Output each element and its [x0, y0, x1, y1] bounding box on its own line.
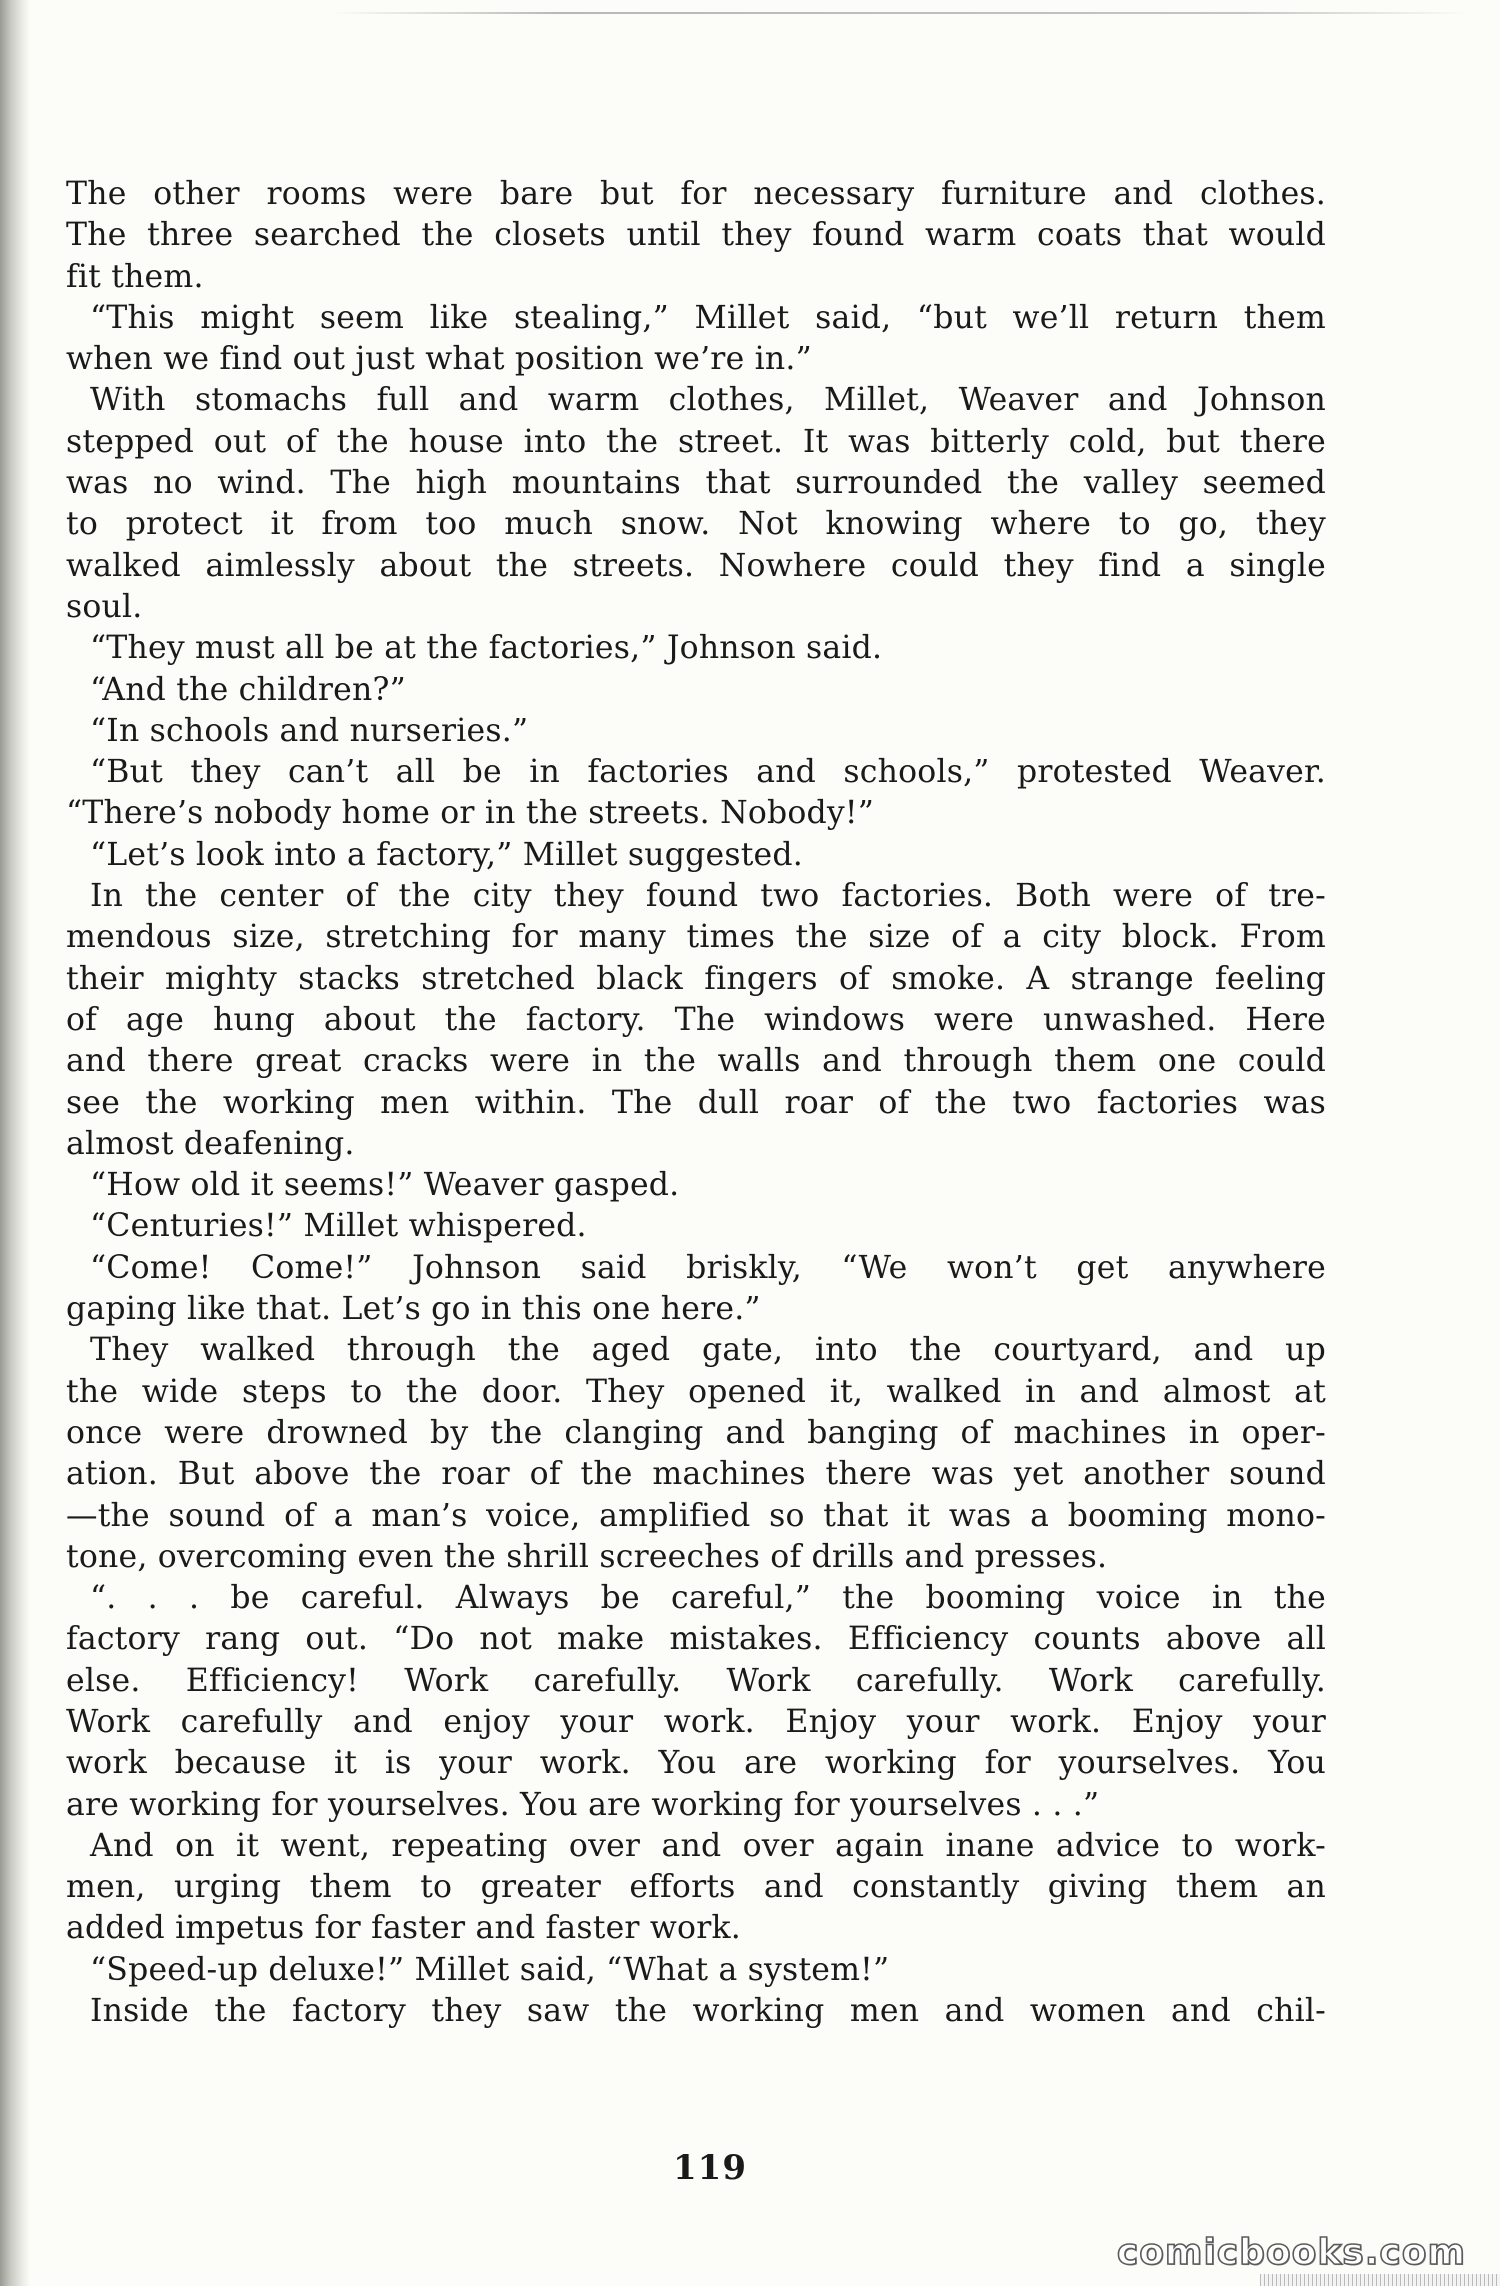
- text-line: added impetus for faster and faster work.: [66, 1910, 741, 1947]
- text-line: “Speed-up deluxe!” Millet said, “What a system!”: [90, 1951, 890, 1988]
- text-line: “Let’s look into a factory,” Millet suggested.: [90, 836, 803, 873]
- text-line: And on it went, repeating over and over again inane advice to work-: [90, 1827, 1326, 1864]
- text-line: “And the children?”: [90, 671, 406, 708]
- text-line: In the center of the city they found two factories. Both were of tre-: [90, 878, 1326, 915]
- text-line: else. Efficiency! Work carefully. Work carefully. Work carefully.: [66, 1662, 1326, 1699]
- text-line: ation. But above the roar of the machines there was yet another sound: [66, 1456, 1326, 1493]
- body-text: [66, 174, 1326, 2032]
- text-line: mendous size, stretching for many times the size of a city block. From: [66, 919, 1326, 956]
- page-number: 119: [673, 2148, 747, 2188]
- text-line: almost deafening.: [66, 1125, 355, 1162]
- text-line: With stomachs full and warm clothes, Millet, Weaver and Johnson: [90, 382, 1326, 419]
- watermark-logo: comicbooks.com: [1116, 2232, 1466, 2273]
- text-line: walked aimlessly about the streets. Nowhere could they find a single: [66, 547, 1326, 584]
- text-line: “There’s nobody home or in the streets. Nobody!”: [66, 795, 875, 832]
- text-line: fit them.: [66, 258, 204, 295]
- text-line: when we find out just what position we’re in.”: [66, 341, 812, 378]
- text-line: “They must all be at the factories,” Johnson said.: [90, 630, 883, 667]
- text-line: The three searched the closets until they found warm coats that would: [66, 217, 1326, 254]
- text-line: —the sound of a man’s voice, amplified so that it was a booming mono-: [66, 1497, 1326, 1534]
- text-line: are working for yourselves. You are working for yourselves . . .”: [66, 1786, 1100, 1823]
- text-line: “Centuries!” Millet whispered.: [90, 1208, 587, 1245]
- text-line: Inside the factory they saw the working men and women and chil-: [90, 1993, 1326, 2030]
- text-line: factory rang out. “Do not make mistakes. Efficiency counts above all: [66, 1621, 1326, 1658]
- text-line: They walked through the aged gate, into the courtyard, and up: [90, 1332, 1326, 1369]
- text-line: work because it is your work. You are working for yourselves. You: [66, 1745, 1326, 1782]
- text-line: the wide steps to the door. They opened it, walked in and almost at: [66, 1373, 1326, 1410]
- text-line: see the working men within. The dull roar of the two factories was: [66, 1084, 1326, 1121]
- text-line: “But they can’t all be in factories and schools,” protested Weaver.: [90, 754, 1326, 791]
- text-line: “Come! Come!” Johnson said briskly, “We won’t get anywhere: [90, 1249, 1326, 1286]
- page-binding-edge: [0, 0, 30, 2286]
- page-stack-edge: [1260, 2274, 1500, 2286]
- text-line: stepped out of the house into the street. It was bitterly cold, but there: [66, 423, 1326, 460]
- text-line: “. . . be careful. Always be careful,” the booming voice in the: [90, 1580, 1326, 1617]
- text-line: gaping like that. Let’s go in this one here.”: [66, 1291, 761, 1328]
- text-line: of age hung about the factory. The windows were unwashed. Here: [66, 1001, 1326, 1038]
- text-line: The other rooms were bare but for necessary furniture and clothes.: [66, 176, 1326, 212]
- text-line: “In schools and nurseries.”: [90, 712, 529, 749]
- text-line: tone, overcoming even the shrill screeches of drills and presses.: [66, 1538, 1108, 1575]
- text-line: “This might seem like stealing,” Millet said, “but we’ll return them: [90, 299, 1326, 336]
- text-line: was no wind. The high mountains that surrounded the valley seemed: [66, 465, 1326, 502]
- text-line: and there great cracks were in the walls and through them one could: [66, 1043, 1326, 1080]
- text-line: once were drowned by the clanging and banging of machines in oper-: [66, 1414, 1326, 1451]
- text-line: Work carefully and enjoy your work. Enjoy your work. Enjoy your: [66, 1703, 1326, 1740]
- text-line: their mighty stacks stretched black fingers of smoke. A strange feeling: [66, 960, 1326, 997]
- text-line: soul.: [66, 588, 143, 625]
- text-line: “How old it seems!” Weaver gasped.: [90, 1167, 680, 1204]
- text-line: to protect it from too much snow. Not knowing where to go, they: [66, 506, 1326, 543]
- text-line: men, urging them to greater efforts and constantly giving them an: [66, 1869, 1326, 1906]
- top-edge-rule: [330, 12, 1470, 14]
